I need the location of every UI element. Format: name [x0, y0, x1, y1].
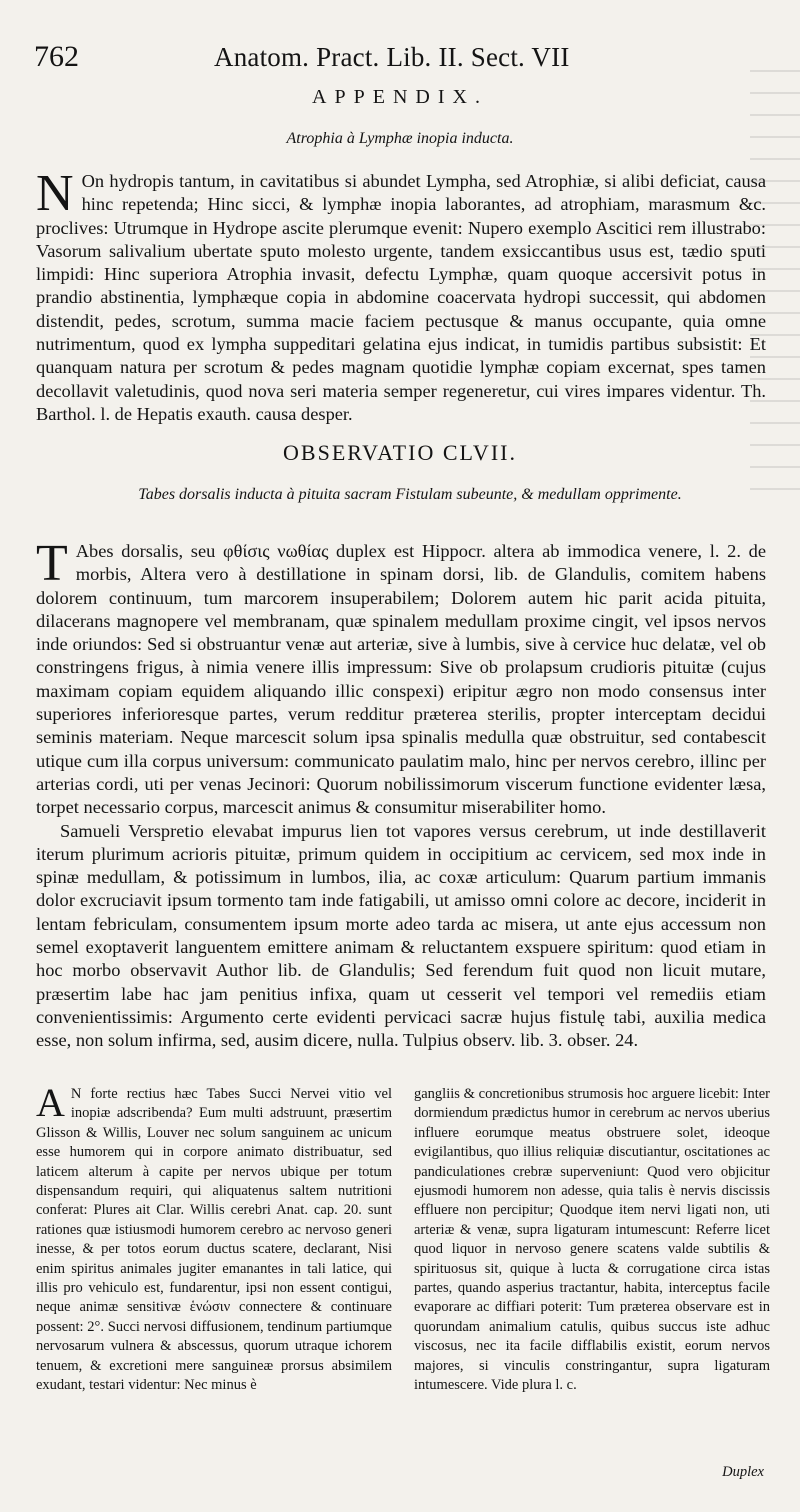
page-number: 762 [34, 40, 79, 73]
running-title: Anatom. Pract. Lib. II. Sect. VII [214, 42, 570, 72]
observation-paragraph-1: Abes dorsalis, seu φθίσις νωθίας duplex est Hippocr. altera ab immodica venere, l. 2. de morbis, Altera vero à destillatione in spinam dorsi, lib. de Glandulis, comitem habens dolorem continuum, tum marcorem insuperabilem; Dolorem autem hic parit acida pituita, dilacerans magnopere vel membranam, quæ spinalem medullam proxime cingit, vel ipsos nervos inde oriundos: Sed si obstruantur venæ aut arteriæ, sive à lumbis, sive à cervice huc delatæ, vel ob constringens frigus, à nimia venere illis impressum: Sive ob prolapsum crudioris pituitæ (cujus maximam copiam equidem aliquando illic conspexi) eripitur ægro non modo consensus inter superiores inferioresque partes, verum redditur præterea sterilis, propter interceptam decidui seminis materiam. Neque marcescit solum ipsa spinalis medulla quæ obstruitur, sed contabescit utique cum illa corpus universum: communicato paulatim malo, hinc per nervos cerebro, illinc per arterias cordi, uti per venas Jecinori: Quorum nobilissimorum viscerum functione evidenter læsa, torpet necessario corpus, marcescit animus & consumitur miserabiliter homo. [36, 541, 766, 818]
observation-title: OBSERVATIO CLVII. [283, 440, 517, 465]
appendix-title: APPENDIX. [312, 86, 488, 108]
observation-paragraph-2: Samueli Verspretio elevabat impurus lien tot vapores versus cerebrum, ut inde destillaverit iterum plurimum acrioris pituitæ, primum quidem in occipitium ac cervicem, sed mox inde in spinæ medullam, & potissimum in lumbos, ilia, ac coxæ articulum: Quarum partium immanis dolor excruciavit ipsum tormento tam inde fatigabili, ut amisso omni colore ac decore, inciderit in lentam febriculam, consumentem ipsum morte adeo tarda ac misera, ut ante ejus accessum non semel exoptaverit languentem emittere animam & reluctantem exspuere spiritum: quod etiam in hoc morbo observavit Author lib. de Glandulis; Sed ferendum fuit quod non licuit mutare, præsertim labe hac jam penitius infixa, quam ut cesserit vel tempori vel remediis etiam convenientissimis: Argumento certe evidenti pervicaci sacræ hujus fistulę tabi, auxilia medica esse, non solum infirma, sed, ausim dicere, nulla. Tulpius observ. lib. 3. obser. 24. [36, 820, 766, 1051]
right-column: gangliis & concretionibus strumosis hoc arguere licebit: Inter dormiendum prædictus humor in cerebrum ac nervos uberius influere eorumque meatus obstruere solet, ideoque evigilantibus, quo illius reliquiæ discutiantur, oscitationes ac pandiculationes crebræ superveniunt: Quod vero objicitur ejusmodi humorem non adesse, quia talis è nervis discissis effluere non percipitur; Quodque item nervi ligati non, uti arteriæ & venæ, supra ligaturam intumescunt: Referre licet quod liquor in nervoso genere scatens valde subtilis & spirituosus sit, quique à lucta & corrugatione circa istas partes, quando asperius tractantur, habita, interceptus facile evaporare ac diffiari poterit: Tum præterea observare est in quorundam animalium catulis, quibus succus iste adhuc viscosus, nec ita facile difflabilis existit, eorum nervos majores, si vinculis constringantur, supra ligaturam intumescere. Vide plura l. c. [414, 1086, 770, 1394]
observation-body [36, 535, 766, 1053]
catchword: Duplex [722, 1464, 764, 1480]
left-column [36, 1080, 392, 1396]
appendix-body [36, 165, 766, 426]
observation-subtitle: Tabes dorsalis inducta à pituita sacram Fistulam subeunte, & medullam opprimente. [138, 486, 682, 503]
drop-cap: A [36, 1080, 65, 1125]
drop-cap: N [36, 165, 74, 222]
drop-cap: T [36, 535, 68, 592]
appendix-text: On hydropis tantum, in cavitatibus si abundet Lympha, sed Atrophiæ, si alibi deficiat, causa hinc repetenda; Hinc sicci, & lymphæ inopia laborantes, ad atrophiam, marasmum &c. proclives: Utrumque in Hydrope ascite plerumque evenit: Nupero exemplo Ascitici rem illustrabo: Vasorum salivalium ubertate sputo molesto urgente, tandem exsiccantibus usus est, tædio sputi limpidi: Hinc superiora Atrophia invasit, defectu Lymphæ, quam quoque accersivit potus in prandio abstinentia, lymphæque copia in abdomine coacervata hydropi successit, qui abdomen distendit, pedes, scrotum, summa macie faciem pectusque & manus occupante, quia omne nutrimentum, quod ex lympha suppeditari gelatina ejus indicat, in tumidis partibus subsistit: Et quanquam natura per scrotum & pedes magnam quotidie lymphæ copiam excernat, spes tamen decollavit valetudinis, quod nova seri materia semper regeneretur, cui vires impares videntur. Th. Barthol. l. de Hepatis exauth. causa desper. [36, 171, 766, 424]
appendix-subtitle: Atrophia à Lymphæ inopia inducta. [286, 130, 514, 147]
left-column-text: N forte rectius hæc Tabes Succi Nervei vitio vel inopiæ adscribenda? Eum multi adstruunt, præsertim Glisson & Willis, Louver nec solum sanguinem ac unicum esse humorem qui in corpore animato distribuatur, sed laticem alterum à capite per nervos ubique per totum dispensandum requiri, qui aliquatenus saltem nutritioni conferat: Plures ait Clar. Willis cerebri Anat. cap. 20. sunt rationes quæ istiusmodi humorem cerebro ac nervoso generi inesse, & per totos eorum ductus scatere, declarant, Nisi enim spiritus animales jugiter emanantes in tali latice, qui illis pro vehiculo est, fundarentur, ipsi non essent contigui, neque animæ sensitivæ ἑνώσιν connectere & continuare possent: 2°. Succi nervosi diffusionem, tendinum partiumque nervosarum vulnera & abscessus, quorum utraque ichorem tenuem, & excretioni mere sanguineæ prorsus absimilem exudant, testari videntur: Nec minus è [36, 1086, 392, 1394]
page-header [34, 40, 780, 80]
two-column-section [36, 1080, 770, 1485]
